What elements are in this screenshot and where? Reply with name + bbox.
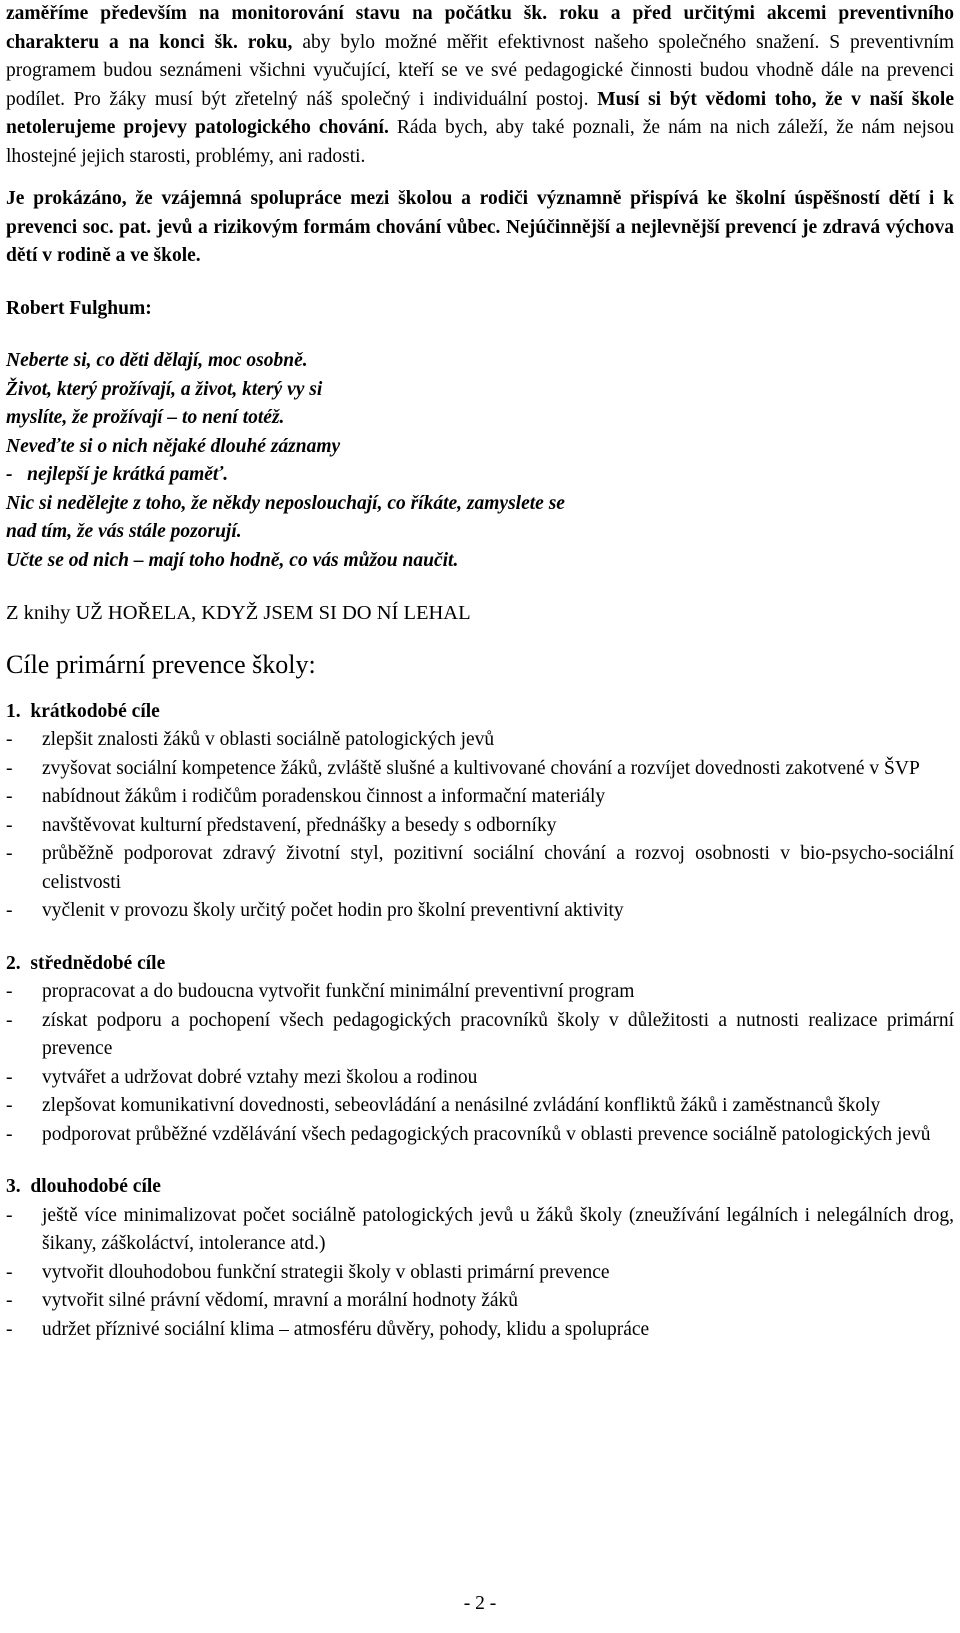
goals-list [6, 726, 954, 926]
goals-list [6, 1202, 954, 1345]
goals-heading: Cíle primární prevence školy: [6, 649, 316, 679]
list-item: - průběžně podporovat zdravý životní styl, pozitivní sociální chování a rozvoj osobnosti v bio-psycho-sociální celistvosti [6, 843, 954, 893]
list-item: - zlepšit znalosti žáků v oblasti sociálně patologických jevů [6, 729, 495, 750]
intro-paragraph [6, 0, 954, 171]
quote-line: nad tím, že vás stále pozorují. [6, 521, 242, 542]
quote-author: Robert Fulghum: [6, 297, 152, 319]
list-item: - navštěvovat kulturní představení, přednášky a besedy s odborníky [6, 814, 557, 836]
list-item: - nabídnout žákům i rodičům poradenskou činnost a informační materiály [6, 786, 606, 807]
list-item: - zlepšovat komunikativní dovednosti, sebeovládání a nenásilné zvládání konfliktů žáků i zaměstnanců školy [6, 1095, 881, 1116]
list-item: - udržet příznivé sociální klima – atmosféru důvěry, pohody, klidu a spolupráce [6, 1318, 650, 1340]
intro-bold-1: zaměříme především na monitorování stavu na počátku šk. roku a před určitými akcemi preventivního charakteru a na konci šk. roku, [6, 3, 954, 53]
quote-line: Nic si nedělejte z toho, že někdy neposlouchají, co říkáte, zamyslete se [6, 492, 565, 514]
intro-bold-2: Musí si být vědomi toho, že v naší škole netolerujeme projevy patologického chování. [6, 88, 954, 138]
quote-line: Neberte si, co děti dělají, moc osobně. [6, 350, 308, 371]
section-title: 1. krátkodobé cíle [6, 700, 160, 722]
cooperation-paragraph: Je prokázáno, že vzájemná spolupráce mezi školou a rodiči významně přispívá ke školní úspěšností dětí i k prevenci soc. pat. jevů a rizikovým formám chování vůbec. Nejúčinnější a nejlevnější prevencí je zdravá výchova dětí v rodině a ve škole. [6, 188, 954, 266]
goals-section-short-term [6, 698, 954, 926]
quote-line: - nejlepší je krátká paměť. [6, 464, 229, 485]
quote-block [6, 347, 954, 575]
section-title: 3. dlouhodobé cíle [6, 1176, 161, 1197]
quote-line: Neveďte si o nich nějaké dlouhé záznamy [6, 435, 341, 457]
goals-section-long-term [6, 1173, 954, 1344]
list-item: - zvyšovat sociální kompetence žáků, zvláště slušné a kultivované chování a rozvíjet dovednosti zakotvené v ŠVP [6, 757, 920, 779]
intro-text-2: Ráda bych, aby také poznali, že nám na nich záleží, že nám nejsou lhostejné jejich starosti, problémy, ani radosti. [6, 117, 954, 167]
list-item: - vytvořit silné právní vědomí, mravní a morální hodnoty žáků [6, 1290, 519, 1311]
quote-line: myslíte, že prožívají – to není totéž. [6, 407, 285, 428]
page-number: - 2 - [463, 1593, 497, 1614]
goals-section-mid-term [6, 950, 954, 1150]
intro-text-1: aby bylo možné měřit efektivnost našeho společného snažení. S preventivním programem budou seznámeni všichni vyučující, kteří se ve své pedagogické činnosti budou vhodně dále na prevenci podílet. Pro žáky musí být zřetelný náš společný i individuální postoj. [6, 31, 955, 110]
quote-line: Život, který prožívají, a život, který vy si [6, 378, 323, 400]
list-item: - vytvořit dlouhodobou funkční strategii školy v oblasti primární prevence [6, 1261, 610, 1283]
list-item: - vyčlenit v provozu školy určitý počet hodin pro školní preventivní aktivity [6, 900, 624, 921]
list-item: - ještě více minimalizovat počet sociálně patologických jevů u žáků školy (zneužívání legálních i nelegálních drog, šikany, záškoláctví, intolerance atd.) [6, 1204, 954, 1254]
goals-list [6, 978, 954, 1149]
list-item: - propracovat a do budoucna vytvořit funkční minimální preventivní program [6, 981, 635, 1002]
list-item: - vytvářet a udržovat dobré vztahy mezi školou a rodinou [6, 1066, 478, 1088]
quote-line: Učte se od nich – mají toho hodně, co vás můžou naučit. [6, 549, 459, 571]
quote-source: Z knihy UŽ HOŘELA, KDYŽ JSEM SI DO NÍ LEHAL [6, 602, 471, 624]
list-item: - podporovat průběžné vzdělávání všech pedagogických pracovníků v oblasti prevence sociálně patologických jevů [6, 1123, 931, 1145]
list-item: - získat podporu a pochopení všech pedagogických pracovníků školy v důležitosti a nutnosti realizace primární prevence [6, 1009, 954, 1059]
section-title: 2. střednědobé cíle [6, 952, 166, 974]
